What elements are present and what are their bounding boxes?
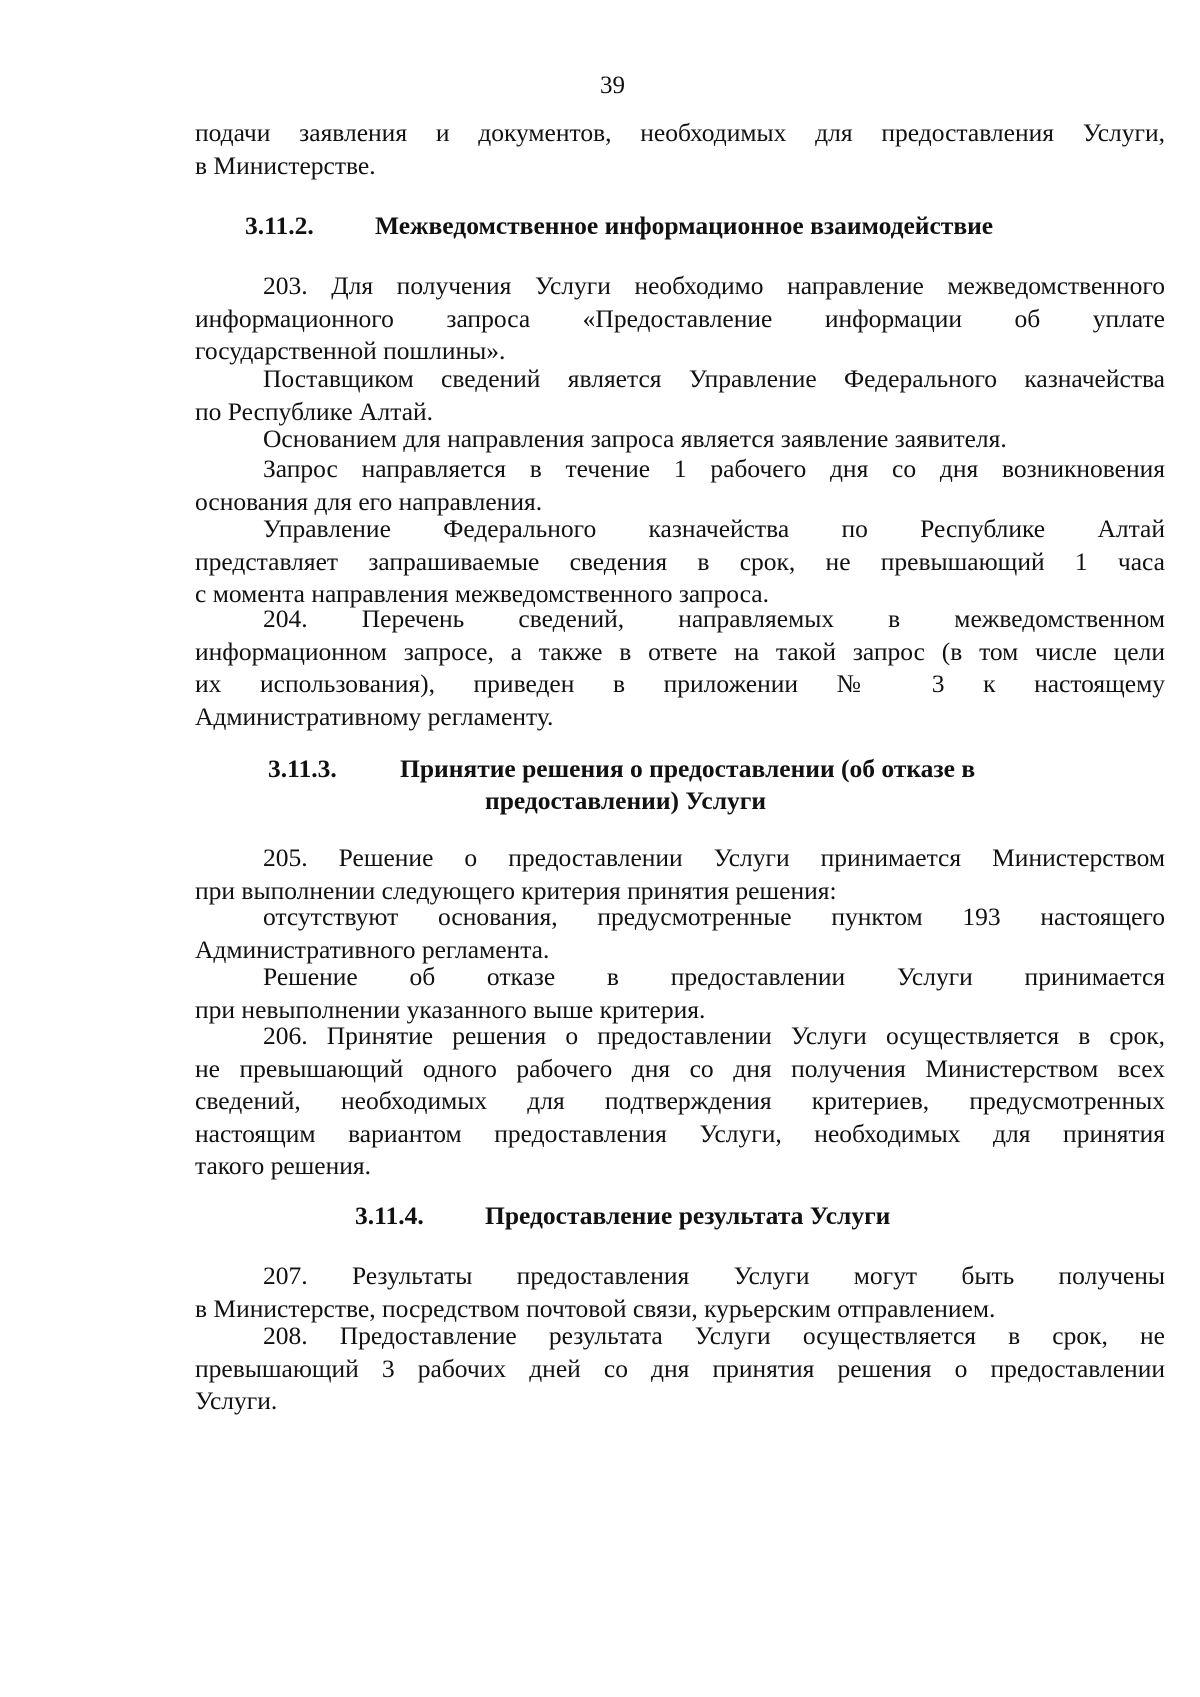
paragraph-208 — [195, 1320, 1165, 1418]
text-line: Поставщиком сведений является Управление Федерального казначейства — [263, 364, 1165, 393]
text-line: Запрос направляется в течение 1 рабочего дня со дня возникновения — [263, 454, 1165, 483]
text-line: Услуги. — [195, 1386, 278, 1415]
text-line: основания для его направления. — [195, 486, 543, 516]
text-line: не превышающий одного рабочего дня со дня получения Министерством всех — [195, 1053, 1165, 1083]
text-line: подачи заявления и документов, необходимых для предоставления Услуги, — [195, 118, 1165, 147]
text-line: 205. Решение о предоставлении Услуги принимается Министерством — [263, 843, 1165, 872]
paragraph-refusal — [195, 961, 1165, 1026]
text-line: 206. Принятие решения о предоставлении Услуги осуществляется в срок, — [263, 1021, 1165, 1050]
paragraph-205 — [195, 842, 1165, 907]
text-line: превышающий 3 рабочих дней со дня принятия решения о предоставлении — [195, 1353, 1165, 1383]
text-line: 208. Предоставление результата Услуги осуществляется в срок, не — [263, 1321, 1165, 1350]
paragraph-206 — [195, 1020, 1165, 1183]
page-number: 39 — [600, 72, 625, 99]
text-line: при невыполнении указанного выше критерия. — [195, 994, 706, 1024]
text-line: Управление Федерального казначейства по Республике Алтай — [263, 514, 1165, 543]
text-line: по Республике Алтай. — [195, 396, 434, 426]
paragraph-absent — [195, 901, 1165, 966]
text-line: настоящим вариантом предоставления Услуги, необходимых для принятия — [195, 1118, 1165, 1148]
text-line: такого решения. — [195, 1151, 371, 1180]
text-line: представляет запрашиваемые сведения в срок, не превышающий 1 часа — [195, 546, 1165, 576]
paragraph-basis — [195, 423, 1165, 456]
paragraph-supplier — [195, 363, 1165, 428]
section-title: Предоставление результата Услуги — [485, 1201, 891, 1230]
text-line: их использования), приведен в приложении № 3 к настоящему — [195, 669, 1165, 698]
section-title: Межведомственное информационное взаимодействие — [375, 211, 994, 240]
text-line: Решение об отказе в предоставлении Услуги принимается — [263, 962, 1165, 991]
text-line: Административного регламента. — [195, 934, 550, 964]
section-number: 3.11.3. — [268, 754, 337, 783]
section-number: 3.11.4. — [355, 1201, 424, 1230]
text-line: 203. Для получения Услуги необходимо направление межведомственного — [263, 271, 1165, 300]
section-number: 3.11.2. — [245, 211, 314, 240]
paragraph-request — [195, 453, 1165, 518]
text-line: с момента направления межведомственного запроса. — [195, 579, 769, 608]
paragraph-207 — [195, 1260, 1165, 1325]
paragraph-204 — [195, 603, 1165, 733]
text-line: в Министерстве. — [195, 150, 376, 180]
text-line: информационного запроса «Предоставление информации об уплате — [195, 303, 1165, 333]
text-line: 207. Результаты предоставления Услуги могут быть получены — [263, 1261, 1165, 1290]
text-line: государственной пошлины». — [195, 336, 506, 365]
text-line: информационном запросе, а также в ответе на такой запрос (в том числе цели — [195, 636, 1165, 666]
paragraph-treasury — [195, 513, 1165, 611]
paragraph-intro — [195, 117, 1165, 182]
section-title: Принятие решения о предоставлении (об отказе в — [400, 754, 976, 783]
text-line: отсутствуют основания, предусмотренные пунктом 193 настоящего — [263, 902, 1165, 931]
text-line: сведений, необходимых для подтверждения критериев, предусмотренных — [195, 1086, 1165, 1115]
text-line: Административному регламенту. — [195, 701, 554, 731]
text-line: 204. Перечень сведений, направляемых в межведомственном — [263, 604, 1165, 633]
text-line: при выполнении следующего критерия принятия решения: — [195, 875, 837, 905]
text-line: Основанием для направления запроса является заявление заявителя. — [263, 424, 1007, 453]
section-title-continued: предоставлении) Услуги — [485, 786, 767, 815]
text-line: в Министерстве, посредством почтовой связи, курьерским отправлением. — [195, 1293, 996, 1323]
paragraph-203 — [195, 270, 1165, 368]
